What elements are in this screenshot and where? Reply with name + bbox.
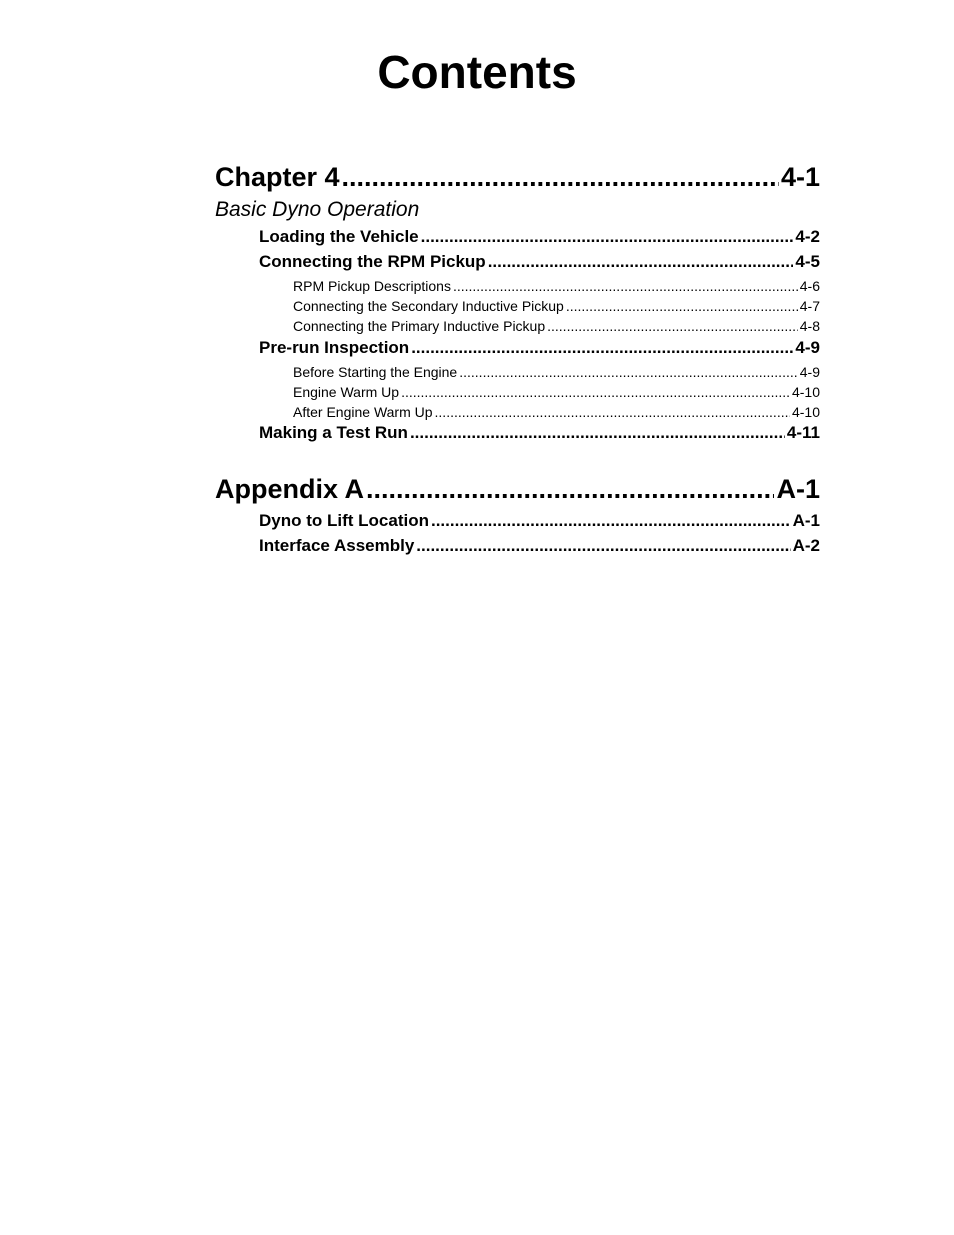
toc-entry[interactable] (259, 510, 820, 532)
toc-entry[interactable] (293, 317, 820, 335)
toc-page: 4-8 (799, 318, 820, 334)
toc-label: RPM Pickup Descriptions (293, 278, 451, 294)
dot-leader (401, 383, 790, 401)
dot-leader (416, 535, 790, 557)
toc-label: Chapter 4 (215, 162, 340, 192)
dot-leader (459, 363, 798, 381)
toc-page: 4-1 (780, 162, 820, 192)
toc-entry[interactable] (293, 403, 820, 421)
toc-label: Connecting the RPM Pickup (259, 252, 486, 271)
toc-page: 4-6 (799, 278, 820, 294)
toc-label: Interface Assembly (259, 536, 415, 555)
dot-leader (547, 317, 798, 335)
toc-page: 4-10 (791, 384, 820, 400)
toc-label: After Engine Warm Up (293, 404, 433, 420)
toc-label: Appendix A (215, 474, 365, 504)
toc-entry[interactable] (259, 422, 820, 444)
toc-page: 4-2 (795, 227, 820, 246)
toc-entry[interactable] (293, 277, 820, 295)
toc-page: 4-7 (799, 298, 820, 314)
toc-page: 4-5 (795, 252, 820, 271)
toc-page: A-2 (792, 536, 820, 555)
toc-page: 4-11 (786, 423, 820, 442)
toc-label: Making a Test Run (259, 423, 408, 442)
toc-page: 4-9 (795, 338, 820, 357)
toc-label: Engine Warm Up (293, 384, 400, 400)
page-title: Contents (377, 46, 577, 98)
dot-leader (453, 277, 798, 295)
dot-leader (366, 473, 774, 505)
toc-chapter-4[interactable] (215, 161, 820, 193)
dot-leader (410, 422, 785, 444)
toc-page: 4-10 (791, 404, 820, 420)
toc-entry[interactable] (293, 297, 820, 315)
dot-leader (566, 297, 798, 315)
toc-page: 4-9 (799, 364, 820, 380)
dot-leader (488, 251, 794, 273)
toc-label: Pre-run Inspection (259, 338, 410, 357)
toc-label: Connecting the Secondary Inductive Pickup (293, 298, 564, 314)
dot-leader (342, 161, 779, 193)
toc-entry[interactable] (259, 226, 820, 248)
toc-entry[interactable] (259, 251, 820, 273)
toc-entry[interactable] (293, 383, 820, 401)
dot-leader (421, 226, 794, 248)
toc-appendix-a[interactable] (215, 473, 820, 505)
toc-entry[interactable] (259, 337, 820, 359)
toc-page: A-1 (776, 474, 820, 504)
dot-leader (435, 403, 790, 421)
dot-leader (431, 510, 791, 532)
chapter-subtitle: Basic Dyno Operation (215, 198, 420, 221)
toc-label: Connecting the Primary Inductive Pickup (293, 318, 546, 334)
toc-label: Dyno to Lift Location (259, 511, 429, 530)
dot-leader (411, 337, 793, 359)
toc-entry[interactable] (293, 363, 820, 381)
toc-entry[interactable] (259, 535, 820, 557)
toc-page: A-1 (792, 511, 820, 530)
toc-label: Loading the Vehicle (259, 227, 419, 246)
toc-label: Before Starting the Engine (293, 364, 458, 380)
